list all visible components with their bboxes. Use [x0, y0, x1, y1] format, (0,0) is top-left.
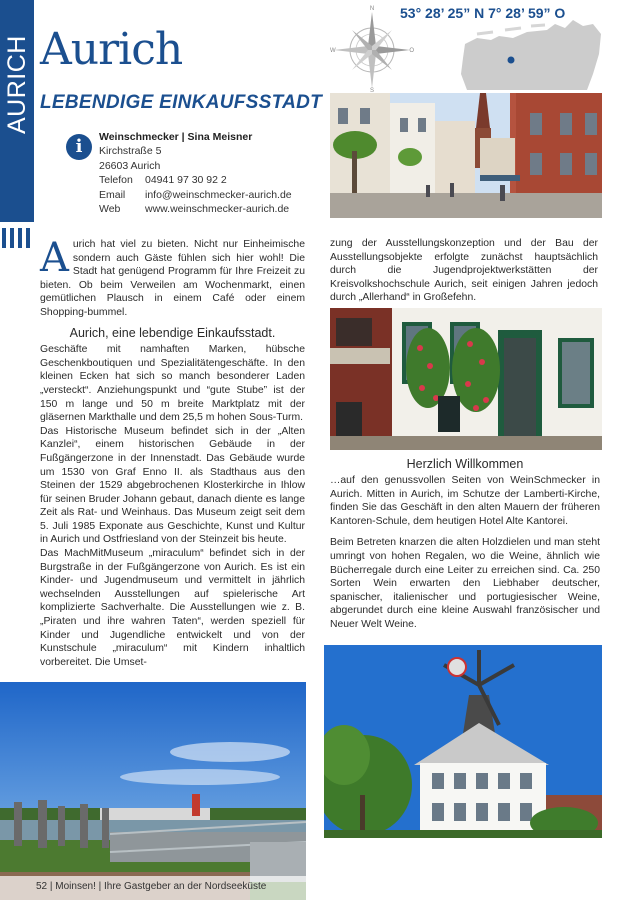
- paragraph-machmitmuseum: Das MachMitMuseum „miraculum“ befindet sich in der Burgstraße in der Fußgängerzone von Aurich. Es ist ein Kinder- und Jugendmuseum und vermittelt in jährlich wechselnden Ausstellungen auf spielerische Art komplizierte Sachverhalte. Die Ausstellungen wie z. B. „Piraten und ihre wahren Taten“, werden speziell für Kinder und Jugendliche entwickelt und von der Kunstschule „miraculum“ mit Kindern inhaltlich vorbereitet. Die Umset-: [40, 548, 305, 668]
- compass-n: N: [369, 6, 375, 12]
- web-label: Web: [99, 203, 121, 216]
- section-heading-willkommen: Herzlich Willkommen: [406, 457, 524, 471]
- shop-front-photo: [330, 308, 602, 450]
- section-heading-einkaufsstadt: Aurich, eine lebendige Einkaufsstadt.: [69, 325, 276, 340]
- region-map-icon: [447, 14, 607, 92]
- drop-cap: A: [40, 235, 69, 281]
- paragraph-museum: Das Historische Museum befindet sich in der „Alten Kanzlei“, einem historischen Gebäude in der Fußgängerzone in der Innenstadt. Das Gebäude wurde um 1530 von Graf Enno II. als Stadthaus aus den Steinen der 1529 abgebrochenen Klosterkirche in Ihlow für seinen Bruder Johann gebaut, danach diente es lange Zeit als Rat- und Weinhaus. Das Museum zeigt seit dem 5. Juli 1985 Exponate aus Geschichte, Kunst und Kultur in Aurich und Ostfriesland von der Steinzeit bis heute.: [40, 425, 305, 546]
- coordinates: 53° 28’ 25” N 7° 28’ 59” O: [400, 5, 566, 21]
- info-icon: i: [66, 134, 92, 160]
- email-label: Email: [99, 188, 126, 201]
- page-title: Aurich: [40, 24, 183, 75]
- paragraph-geschaefte: Geschäfte mit namhaften Marken, hübsche Geschenkboutiquen und Spezialitätengeschäfte. In den kleinen Ecken hat sich so manch besonderer Laden „versteckt“. Anziehungspunkt und “gute Stube” ist der 150 m lange und 50 m breite Marktplatz mit der gläsernen Markthalle und dem 25,5 m hohen Sous-Turm.: [40, 344, 305, 424]
- left-column: [40, 235, 305, 669]
- web-link[interactable]: www.weinschmecker-aurich.de: [145, 203, 290, 216]
- harbour-photo: [0, 682, 306, 900]
- contact-block: [99, 130, 292, 216]
- right-column-top: [330, 237, 598, 305]
- page-subtitle: LEBENDIGE EINKAUFSSTADT: [40, 92, 323, 113]
- paragraph-welcome: …auf den genussvollen Seiten von WeinSchmecker in Aurich. Mitten in Aurich, im Schutze der Lamberti-Kirche, finden Sie das Geschäft in den alten Mauern der früheren Kantoren-Schule, dem heutigen Hotel Alte Kantorei.: [330, 475, 600, 527]
- compass-w: W: [330, 48, 336, 54]
- compass-o: O: [409, 48, 414, 54]
- business-name: Weinschmecker | Sina Meisner: [99, 131, 253, 143]
- phone-number: 04941 97 30 92 2: [145, 174, 227, 187]
- city: 26603 Aurich: [99, 159, 161, 172]
- compass-s: S: [369, 88, 375, 92]
- intro-paragraph: urich hat viel zu bieten. Nicht nur Einheimische sondern auch Gäste fühlen sich hier wohl! Die Stadt hat genügend Programm für Ihre Freizeit zu bieten. Ob beim Verweilen am Wochenmarkt, einen gemütlichen Plausch in einem Café oder einem Shopping-bummel.: [40, 239, 305, 318]
- page-footer: 52 | Moinsen! | Ihre Gastgeber an der Nordseeküste: [36, 881, 267, 892]
- street-photo: [330, 93, 602, 218]
- right-column-bottom: [330, 474, 600, 632]
- paragraph-weine: Beim Betreten knarzen die alten Holzdielen und man steht umringt von hohen Regalen, wo die Weine, ähnlich wie Bücherregale durch eine Leiter zu erreichen sind. Ca. 250 Sorten Wein erwarten den Liebhaber deutscher, spanischer, italienischer und portugiesischer Weine, abgerundet durch eine kleine Auswahl französischer und Neuer Welt Weine.: [330, 537, 600, 630]
- email-link[interactable]: info@weinschmecker-aurich.de: [145, 188, 292, 201]
- phone-label: Telefon: [99, 174, 133, 187]
- street: Kirchstraße 5: [99, 145, 162, 158]
- decorative-stripes: [0, 228, 34, 248]
- paragraph-ausstellung: zung der Ausstellungskonzeption und der Bau der Ausstellungsobjekte erfolgte zunächst hauptsächlich durch die Jugendprojektwerkstätten der Kreisvolkshochschule Aurich, seit einigen Jahren jedoch durch „Allerhand“ in Großefehn.: [330, 238, 598, 304]
- windmill-photo: [324, 645, 602, 838]
